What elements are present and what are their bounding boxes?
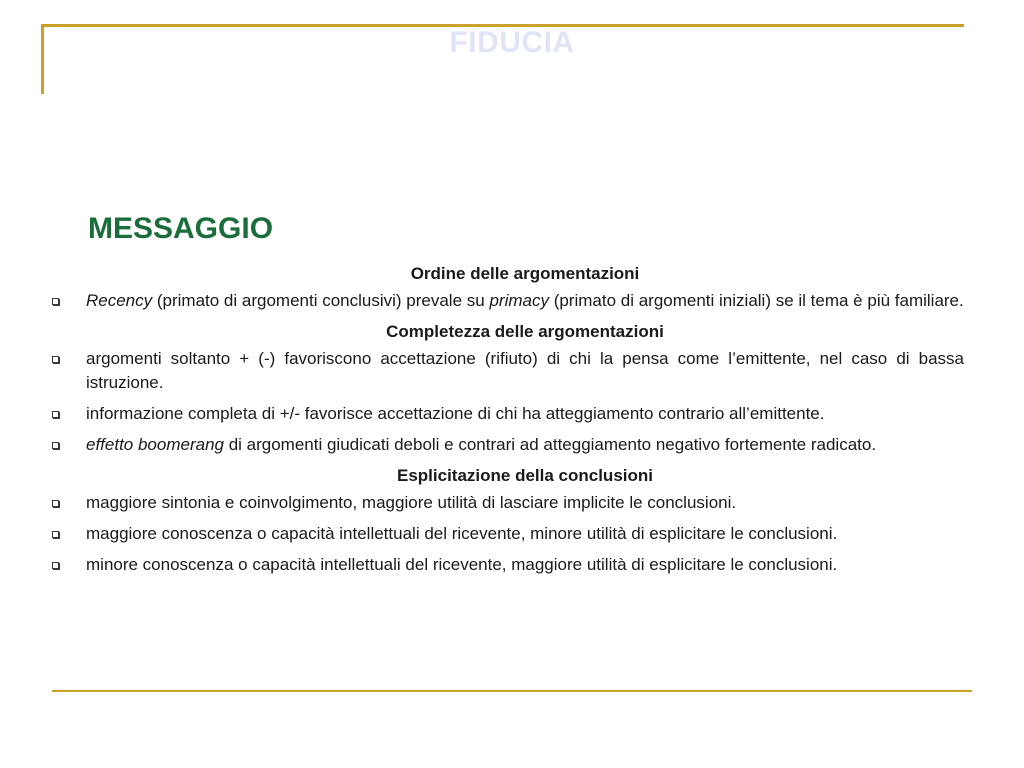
bullet-item (50, 402, 964, 426)
frame-bottom-line (52, 690, 972, 692)
term-recency: Recency (86, 291, 153, 310)
item-text: maggiore conoscenza o capacità intellettuali del ricevente, minore utilità di esplicitare le conclusioni. (86, 524, 838, 543)
term-effetto-boomerang: effetto boomerang (86, 435, 224, 454)
square-bullet-icon (52, 500, 59, 507)
square-bullet-icon (52, 411, 59, 418)
square-bullet-icon (52, 442, 59, 449)
term-primacy: primacy (489, 291, 549, 310)
bullet-item (50, 553, 964, 577)
subheading-ordine: Ordine delle argomentazioni (410, 264, 640, 283)
bullet-item (50, 433, 964, 457)
square-bullet-icon (52, 562, 59, 569)
bullet-item (50, 347, 964, 395)
square-bullet-icon (52, 298, 59, 305)
bullet-item (50, 522, 964, 546)
slide-title: FIDUCIA (449, 26, 575, 59)
item-text: informazione completa di +/- favorisce accettazione di chi ha atteggiamento contrario all’emittente. (86, 404, 825, 423)
subheading-esplicitazione: Esplicitazione della conclusioni (396, 466, 653, 485)
item-text: argomenti soltanto + (-) favoriscono accettazione (rifiuto) di chi la pensa come l’emittente, nel caso di bassa istruzione. (86, 349, 964, 392)
slide-content (50, 262, 964, 584)
subheading-completezza: Completezza delle argomentazioni (386, 322, 664, 341)
square-bullet-icon (52, 531, 59, 538)
item-text: di argomenti giudicati deboli e contrari ad atteggiamento negativo fortemente radicato. (223, 435, 877, 454)
item-text: (primato di argomenti iniziali) se il tema è più familiare. (548, 291, 964, 310)
bullet-item (50, 491, 964, 515)
item-text: (primato di argomenti conclusivi) prevale su (152, 291, 490, 310)
item-text: maggiore sintonia e coinvolgimento, maggiore utilità di lasciare implicite le conclusioni. (86, 493, 737, 512)
item-text: minore conoscenza o capacità intellettuali del ricevente, maggiore utilità di esplicitare le conclusioni. (86, 555, 838, 574)
bullet-item (50, 289, 964, 313)
square-bullet-icon (52, 356, 59, 363)
section-heading: MESSAGGIO (88, 212, 274, 245)
